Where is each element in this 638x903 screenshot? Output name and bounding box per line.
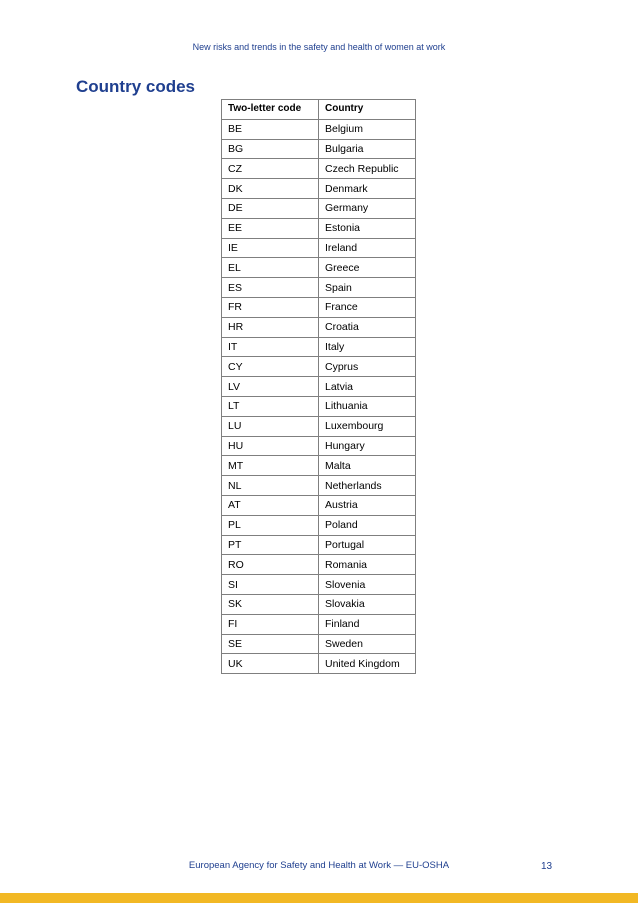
country-code-cell: SK bbox=[222, 594, 319, 614]
table-body bbox=[222, 119, 416, 673]
country-code-cell: NL bbox=[222, 476, 319, 496]
country-name-cell: Greece bbox=[319, 258, 416, 278]
country-code-cell: CZ bbox=[222, 159, 319, 179]
country-code-cell: BG bbox=[222, 139, 319, 159]
country-code-cell: LU bbox=[222, 416, 319, 436]
country-code-cell: DE bbox=[222, 198, 319, 218]
table-row bbox=[222, 278, 416, 298]
section-title: Country codes bbox=[76, 77, 196, 96]
table-row bbox=[222, 614, 416, 634]
country-code-cell: BE bbox=[222, 119, 319, 139]
table-row bbox=[222, 238, 416, 258]
country-code-cell: IT bbox=[222, 337, 319, 357]
country-name-cell: United Kingdom bbox=[319, 654, 416, 674]
table-row bbox=[222, 337, 416, 357]
table-row bbox=[222, 416, 416, 436]
country-name-cell: Sweden bbox=[319, 634, 416, 654]
country-name-cell: Finland bbox=[319, 614, 416, 634]
country-codes-table bbox=[221, 99, 416, 674]
country-name-cell: Croatia bbox=[319, 317, 416, 337]
country-code-cell: AT bbox=[222, 495, 319, 515]
country-name-cell: Poland bbox=[319, 515, 416, 535]
country-name-cell: Ireland bbox=[319, 238, 416, 258]
country-code-cell: HR bbox=[222, 317, 319, 337]
footer-accent-bar bbox=[0, 893, 638, 903]
country-name-cell: Slovenia bbox=[319, 575, 416, 595]
table-row bbox=[222, 159, 416, 179]
country-code-cell: UK bbox=[222, 654, 319, 674]
country-code-cell: LT bbox=[222, 396, 319, 416]
country-code-cell: PT bbox=[222, 535, 319, 555]
country-code-cell: EE bbox=[222, 218, 319, 238]
table-row bbox=[222, 476, 416, 496]
country-name-cell: Netherlands bbox=[319, 476, 416, 496]
country-code-cell: CY bbox=[222, 357, 319, 377]
running-header: New risks and trends in the safety and health of women at work bbox=[192, 42, 446, 52]
table-row bbox=[222, 139, 416, 159]
table-row bbox=[222, 555, 416, 575]
country-code-cell: IE bbox=[222, 238, 319, 258]
country-name-cell: Portugal bbox=[319, 535, 416, 555]
table-row bbox=[222, 357, 416, 377]
table-row bbox=[222, 377, 416, 397]
country-name-cell: Bulgaria bbox=[319, 139, 416, 159]
table-row bbox=[222, 436, 416, 456]
table-row bbox=[222, 495, 416, 515]
table-row bbox=[222, 198, 416, 218]
table-row bbox=[222, 179, 416, 199]
table-header-row bbox=[222, 100, 416, 120]
country-name-cell: Slovakia bbox=[319, 594, 416, 614]
country-name-cell: France bbox=[319, 297, 416, 317]
table-header bbox=[222, 100, 416, 120]
country-name-cell: Belgium bbox=[319, 119, 416, 139]
country-code-cell: RO bbox=[222, 555, 319, 575]
country-code-cell: DK bbox=[222, 179, 319, 199]
country-code-cell: FI bbox=[222, 614, 319, 634]
country-name-cell: Lithuania bbox=[319, 396, 416, 416]
country-name-cell: Spain bbox=[319, 278, 416, 298]
country-name-cell: Denmark bbox=[319, 179, 416, 199]
country-name-cell: Romania bbox=[319, 555, 416, 575]
country-name-cell: Latvia bbox=[319, 377, 416, 397]
country-code-cell: MT bbox=[222, 456, 319, 476]
country-name-cell: Czech Republic bbox=[319, 159, 416, 179]
table-row bbox=[222, 654, 416, 674]
country-name-cell: Luxembourg bbox=[319, 416, 416, 436]
running-footer: European Agency for Safety and Health at Work — EU-OSHA bbox=[188, 860, 450, 871]
table-row bbox=[222, 396, 416, 416]
table-row bbox=[222, 594, 416, 614]
country-name-cell: Cyprus bbox=[319, 357, 416, 377]
table-row bbox=[222, 119, 416, 139]
column-header-country: Country bbox=[319, 100, 416, 120]
country-name-cell: Austria bbox=[319, 495, 416, 515]
country-name-cell: Germany bbox=[319, 198, 416, 218]
country-code-cell: HU bbox=[222, 436, 319, 456]
country-name-cell: Italy bbox=[319, 337, 416, 357]
table-row bbox=[222, 634, 416, 654]
country-code-cell: FR bbox=[222, 297, 319, 317]
country-code-cell: PL bbox=[222, 515, 319, 535]
country-code-cell: SE bbox=[222, 634, 319, 654]
table-row bbox=[222, 218, 416, 238]
table-row bbox=[222, 456, 416, 476]
country-code-cell: EL bbox=[222, 258, 319, 278]
country-name-cell: Malta bbox=[319, 456, 416, 476]
page-number: 13 bbox=[541, 861, 553, 872]
table-row bbox=[222, 535, 416, 555]
table-row bbox=[222, 297, 416, 317]
country-code-cell: SI bbox=[222, 575, 319, 595]
table-row bbox=[222, 258, 416, 278]
column-header-code: Two-letter code bbox=[222, 100, 319, 120]
country-code-cell: LV bbox=[222, 377, 319, 397]
table-row bbox=[222, 515, 416, 535]
table-row bbox=[222, 575, 416, 595]
country-code-cell: ES bbox=[222, 278, 319, 298]
country-name-cell: Hungary bbox=[319, 436, 416, 456]
table-row bbox=[222, 317, 416, 337]
country-name-cell: Estonia bbox=[319, 218, 416, 238]
